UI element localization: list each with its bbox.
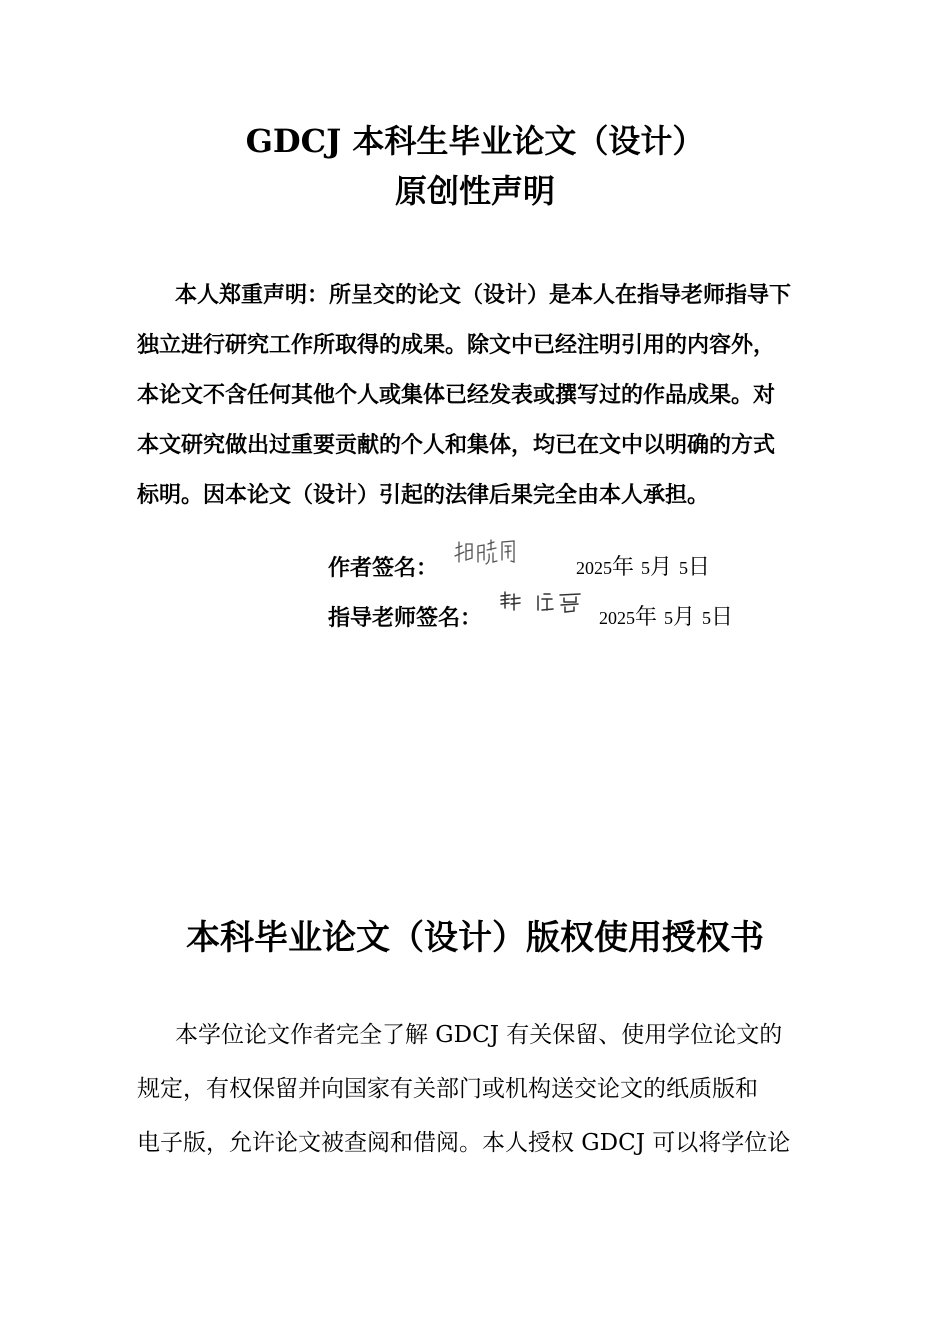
author-date-month-unit: 月 bbox=[650, 555, 673, 580]
declaration-line: 本文研究做出过重要贡献的个人和集体，均已在文中以明确的方式 bbox=[137, 432, 776, 458]
declaration-line: 标明。因本论文（设计）引起的法律后果完全由本人承担。 bbox=[137, 482, 710, 508]
authorization-title: 本科毕业论文（设计）版权使用授权书 bbox=[186, 918, 764, 958]
declaration-line: 本人郑重声明：所呈交的论文（设计）是本人在指导老师指导下 bbox=[175, 282, 792, 308]
advisor-date-month: 5 bbox=[664, 608, 674, 628]
advisor-signature-row bbox=[328, 603, 482, 633]
advisor-signature-label: 指导老师签名： bbox=[328, 605, 483, 631]
author-signature bbox=[452, 536, 524, 570]
author-date-year: 2025 bbox=[576, 558, 612, 578]
declaration-subtitle: 原创性声明 bbox=[394, 172, 555, 210]
author-date-year-unit: 年 bbox=[612, 555, 635, 580]
declaration-title: GDCJ 本科生毕业论文（设计） bbox=[245, 122, 705, 160]
author-date-month: 5 bbox=[641, 558, 651, 578]
authorization-body bbox=[137, 1008, 857, 1170]
author-date-day: 5 bbox=[679, 558, 689, 578]
author-signature-label: 作者签名： bbox=[328, 555, 439, 581]
author-date-day-unit: 日 bbox=[688, 555, 711, 580]
advisor-date-year: 2025 bbox=[599, 608, 635, 628]
declaration-line: 本论文不含任何其他个人或集体已经发表或撰写过的作品成果。对 bbox=[137, 382, 776, 408]
declaration-body bbox=[137, 270, 837, 520]
authorization-line: 本学位论文作者完全了解 GDCJ 有关保留、使用学位论文的 bbox=[175, 1022, 783, 1048]
authorization-line: 电子版，允许论文被查阅和借阅。本人授权 GDCJ 可以将学位论 bbox=[137, 1130, 791, 1156]
author-signature-row bbox=[328, 553, 438, 583]
declaration-line: 独立进行研究工作所取得的成果。除文中已经注明引用的内容外， bbox=[137, 332, 776, 358]
advisor-date-day: 5 bbox=[702, 608, 712, 628]
authorization-line: 规定，有权保留并向国家有关部门或机构送交论文的纸质版和 bbox=[137, 1076, 758, 1102]
author-sign-date bbox=[576, 553, 710, 583]
advisor-date-year-unit: 年 bbox=[635, 605, 658, 630]
advisor-date-day-unit: 日 bbox=[711, 605, 734, 630]
advisor-sign-date bbox=[599, 603, 733, 633]
advisor-signature bbox=[498, 590, 590, 616]
advisor-date-month-unit: 月 bbox=[673, 605, 696, 630]
